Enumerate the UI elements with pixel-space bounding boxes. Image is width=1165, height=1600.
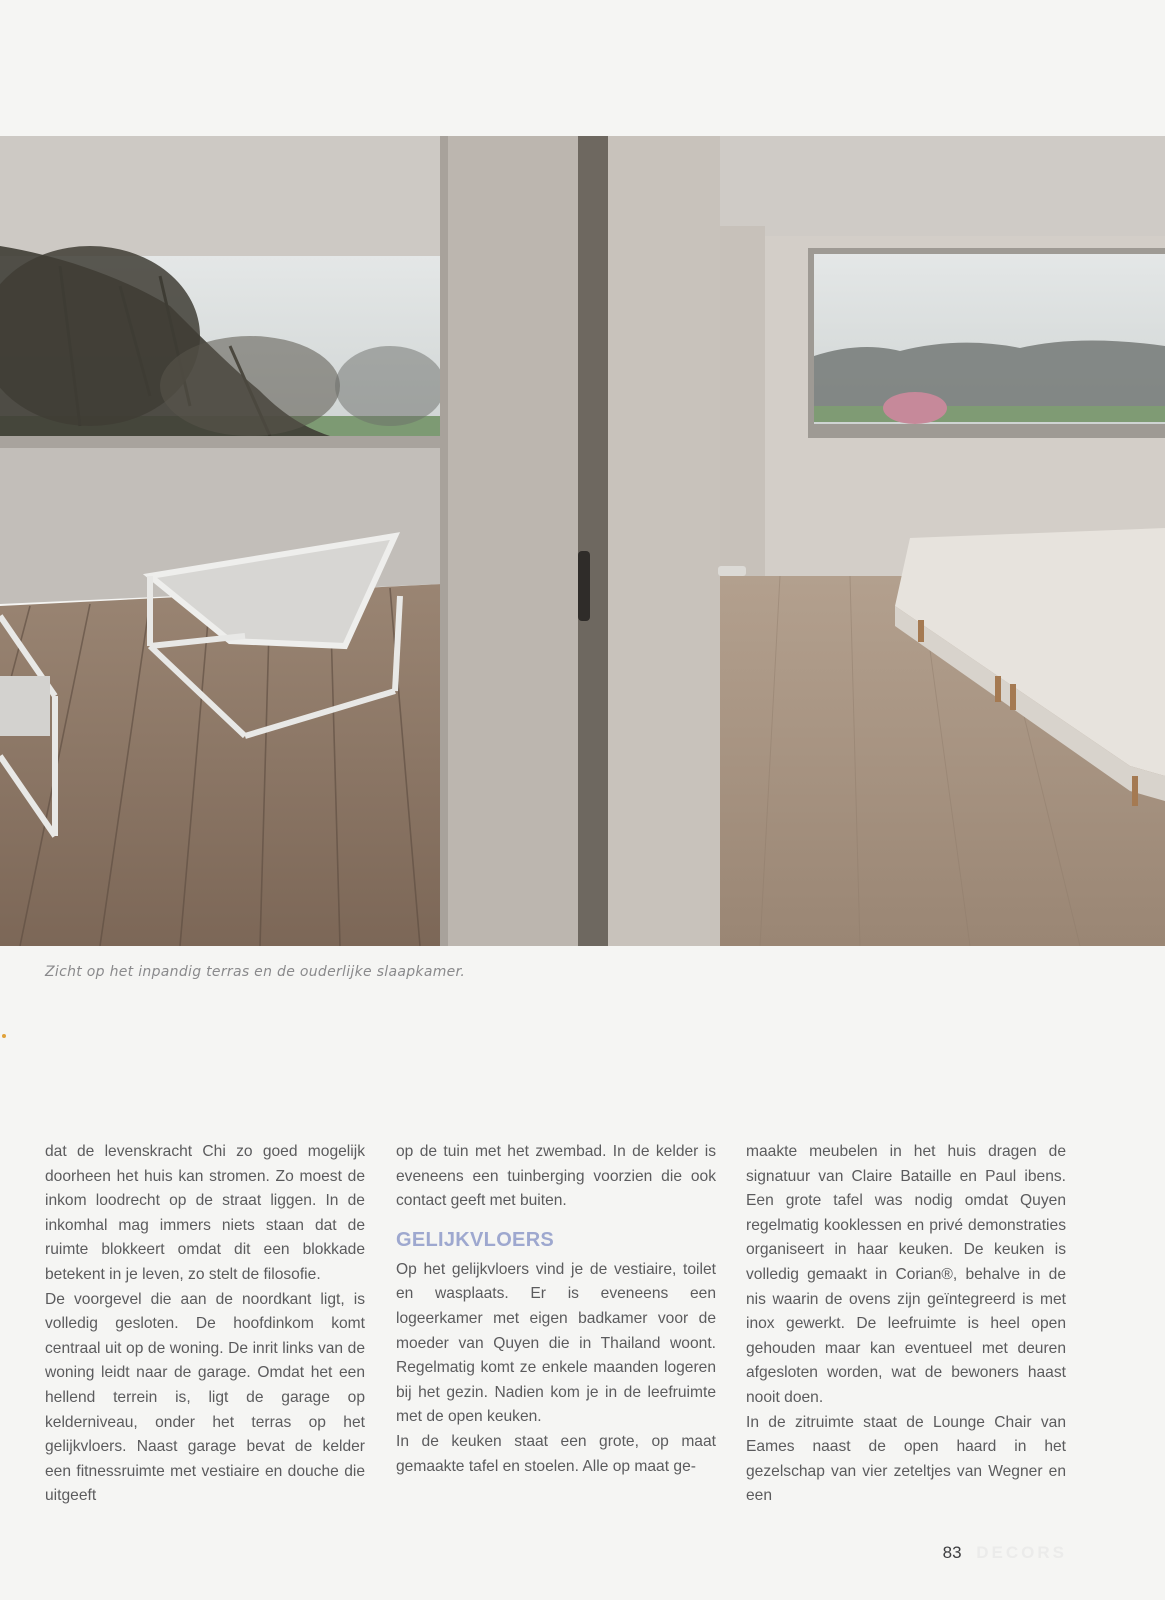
page-number: 83 xyxy=(942,1543,962,1562)
paragraph: dat de levenskracht Chi zo goed mogelijk doorheen het huis kan stromen. Zo moest de inkom loodrecht op de straat liggen. In de inkomhal mag immers niets staan dat de ruimte blokkeert omdat dit een blokkade betekent in je leven, zo stelt de filosofie. xyxy=(45,1143,365,1283)
text-column-1 xyxy=(45,1140,365,1509)
paragraph: op de tuin met het zwembad. In de kelder is eveneens een tuinberging voorzien die ook contact geeft met buiten. xyxy=(396,1143,716,1210)
parapet-cap xyxy=(0,436,442,448)
interior-photo xyxy=(0,136,1165,946)
bedroom-scene xyxy=(718,136,1165,946)
door-handle xyxy=(718,566,746,576)
paragraph: In de keuken staat een grote, op maat gemaakte tafel en stoelen. Alle op maat ge- xyxy=(396,1432,716,1475)
text-column-3 xyxy=(746,1140,1066,1509)
text-column-2 xyxy=(396,1140,716,1479)
magazine-name: DECORS xyxy=(976,1543,1067,1562)
paragraph: De voorgevel die aan de noordkant ligt, is volledig gesloten. De hoofdinkom komt centraal uit op de woning. De inrit links van de woning leidt naar de garage. Omdat het een hellend terrein is, ligt de garage op kelderniveau, onder het terras op het gelijkvloers. Naast garage bevat de kelder een fitnessruimte met vestiaire en douche die uitgeeft xyxy=(45,1290,365,1505)
structural-column xyxy=(440,136,578,946)
column-shadow xyxy=(440,136,448,946)
window-field xyxy=(814,406,1165,422)
terrace-ceiling xyxy=(0,136,442,256)
paragraph: In de zitruimte staat de Lounge Chair van Eames naast de open haard in het gezelschap van vier zeteltjes van Wegner en een xyxy=(746,1413,1066,1505)
bedroom-ceiling xyxy=(720,136,1165,248)
wall-pillar xyxy=(720,226,765,616)
window-treeline xyxy=(814,340,1165,411)
stray-mark xyxy=(2,1034,6,1038)
terrace-scene xyxy=(0,136,445,946)
section-heading: GELIJKVLOERS xyxy=(396,1228,555,1251)
paragraph: maakte meubelen in het huis dragen de signatuur van Claire Bataille en Paul ibens. Een grote tafel was nodig omdat Quyen regelmatig kooklessen en privé demonstraties organiseert in haar keuken. De keuken is volledig gemaakt in Corian®, behalve in de nis waarin de ovens zijn geïntegreerd is met inox gewerkt. De leefruimte is heel open gehouden maar kan eventueel met deuren afgesloten worden, wat de bewoners haast nooit doen. xyxy=(746,1143,1066,1406)
sliding-door xyxy=(608,136,720,946)
door-gap xyxy=(578,136,608,946)
page-footer xyxy=(943,1543,1067,1563)
door-pull xyxy=(578,551,590,621)
paragraph: Op het gelijkvloers vind je de vestiaire, toilet en wasplaats. Er is eveneens een logeerkamer met eigen badkamer voor de moeder van Quyen die in Thailand woont. Regelmatig komt ze enkele maanden logeren bij het gezin. Nadien kom je in de leefruimte met de open keuken. xyxy=(396,1260,716,1426)
blossom-tree xyxy=(883,392,947,424)
photo-caption: Zicht op het inpandig terras en de ouderlijke slaapkamer. xyxy=(45,964,466,980)
